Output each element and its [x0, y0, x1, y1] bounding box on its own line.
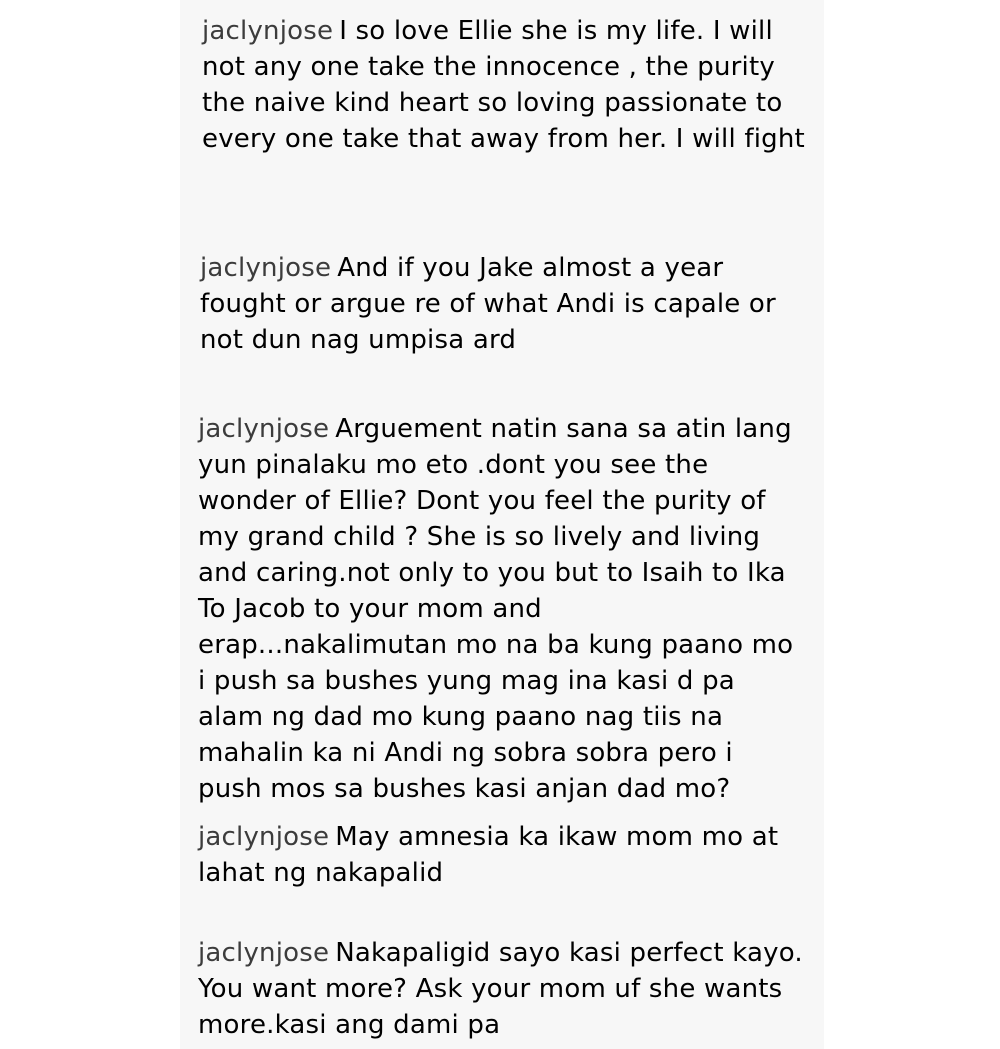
comment-username[interactable]: jaclynjose: [202, 16, 334, 46]
comment-text: Nakapaligid sayo kasi perfect kayo. You want more? Ask your mom uf she wants more.kasi ang dami pa: [198, 938, 803, 1040]
comment-username[interactable]: jaclynjose: [198, 938, 330, 968]
comment-text: I so love Ellie she is my life. I will not any one take the innocence , the purity the naive kind heart so loving passionate to every one take that away from her. I will fight: [202, 16, 805, 154]
comment-item: [198, 819, 808, 891]
comment-item: [198, 935, 808, 1043]
comment-text: Arguement natin sana sa atin lang yun pinalaku mo eto .dont you see the wonder of Ellie? Dont you feel the purity of my grand child ? She is so lively and living and caring.not only to you but to Isaih to Ika To Jacob to your mom and erap...nakalimutan mo na ba kung paano mo i push sa bushes yung mag ina kasi d pa alam ng dad mo kung paano nag tiis na mahalin ka ni Andi ng sobra sobra pero i push mos sa bushes kasi anjan dad mo?: [198, 414, 794, 804]
comment-item: [200, 250, 810, 358]
comment-username[interactable]: jaclynjose: [200, 253, 332, 283]
comment-item: [202, 13, 812, 157]
comment-username[interactable]: jaclynjose: [198, 414, 330, 444]
comment-item: [198, 411, 798, 807]
comment-text: May amnesia ka ikaw mom mo at lahat ng nakapalid: [198, 822, 779, 888]
comment-text: And if you Jake almost a year fought or argue re of what Andi is capale or not dun nag umpisa ard: [200, 253, 776, 355]
comment-username[interactable]: jaclynjose: [198, 822, 330, 852]
